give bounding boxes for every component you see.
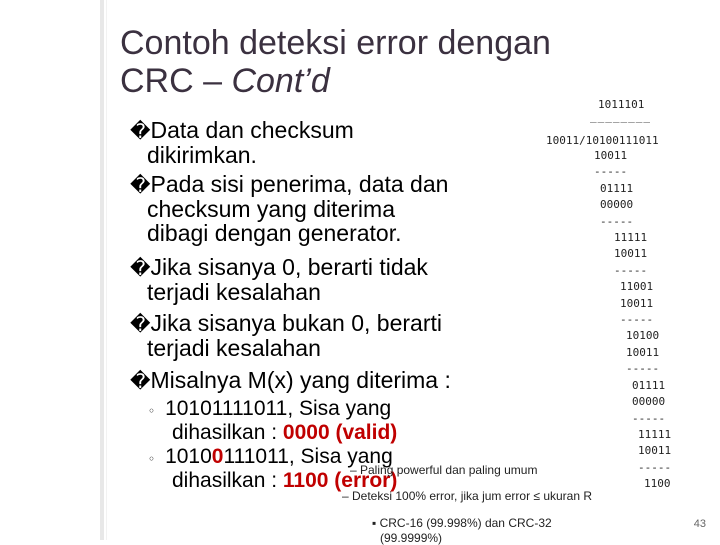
division-step: 11001	[620, 280, 654, 294]
division-step: 10100	[626, 329, 660, 343]
division-step: -----	[632, 411, 666, 425]
division-quotient: 1011101	[598, 98, 645, 111]
result-valid: 0000 (valid)	[282, 421, 398, 444]
note-crc32: (99.9999%)	[380, 531, 443, 545]
bullet-glyph: �	[130, 119, 151, 143]
bullet-glyph: �	[130, 312, 151, 336]
title-line-2: CRC – Cont’d	[120, 62, 330, 100]
division-step: -----	[626, 362, 660, 376]
sub-bullet-2: ◦ 10100111011, Sisa yang dihasilkan : 1100 (error)	[148, 445, 398, 492]
bullet-glyph: �	[130, 256, 151, 280]
division-step: -----	[614, 263, 648, 277]
division-step: -----	[638, 460, 672, 474]
division-step: 11111	[614, 231, 648, 245]
division-step: 1100	[644, 477, 671, 491]
division-step: 11111	[638, 427, 672, 441]
flipped-bit: 0	[211, 445, 224, 468]
bullet-2: �Pada sisi penerima, data dan checksum yang diterima dibagi dengan generator.	[130, 171, 449, 246]
bullet-1: �Data dan checksum dikirimkan.	[130, 117, 354, 168]
division-steps	[594, 148, 671, 493]
division-step: 01111	[632, 378, 666, 392]
division-step: 10011	[620, 296, 654, 310]
division-dividend: 10011/10100111011	[546, 134, 659, 147]
sub-bullet-marker: ◦	[148, 404, 156, 418]
left-accent-line	[106, 0, 107, 540]
division-step: 10011	[614, 247, 648, 261]
note-crc16: ▪ CRC-16 (99.998%) dan CRC-32	[372, 516, 552, 530]
division-step: 10011	[594, 149, 628, 162]
division-step: 01111	[600, 181, 634, 195]
bullet-3: �Jika sisanya 0, berarti tidak terjadi kesalahan	[130, 254, 428, 305]
division-step: 00000	[632, 395, 666, 409]
bullet-glyph: �	[130, 173, 151, 197]
division-step: 00000	[600, 198, 634, 212]
bullet-glyph: �	[130, 369, 151, 393]
division-bar: ________	[590, 110, 651, 123]
division-step: 10011	[626, 345, 660, 359]
note-powerful: – Paling powerful dan paling umum	[350, 463, 538, 477]
result-error: 1100 (error)	[282, 469, 398, 492]
bullet-4: �Jika sisanya bukan 0, berarti terjadi kesalahan	[130, 310, 443, 361]
division-step: -----	[594, 165, 628, 179]
page-number: 43	[693, 518, 706, 530]
note-detection: – Deteksi 100% error, jika jum error ≤ ukuran R	[342, 489, 593, 503]
sub-bullet-marker: ◦	[148, 452, 156, 466]
division-step: -----	[620, 313, 654, 327]
slide-title	[120, 24, 551, 100]
division-step: 10011	[638, 444, 672, 458]
title-line-1: Contoh deteksi error dengan	[120, 24, 551, 62]
left-accent-bar	[100, 0, 104, 540]
sub-bullet-1: ◦ 10101111011, Sisa yang dihasilkan : 0000 (valid)	[148, 397, 398, 444]
bullet-5: �Misalnya M(x) yang diterima :	[130, 367, 451, 393]
division-step: -----	[600, 214, 634, 228]
